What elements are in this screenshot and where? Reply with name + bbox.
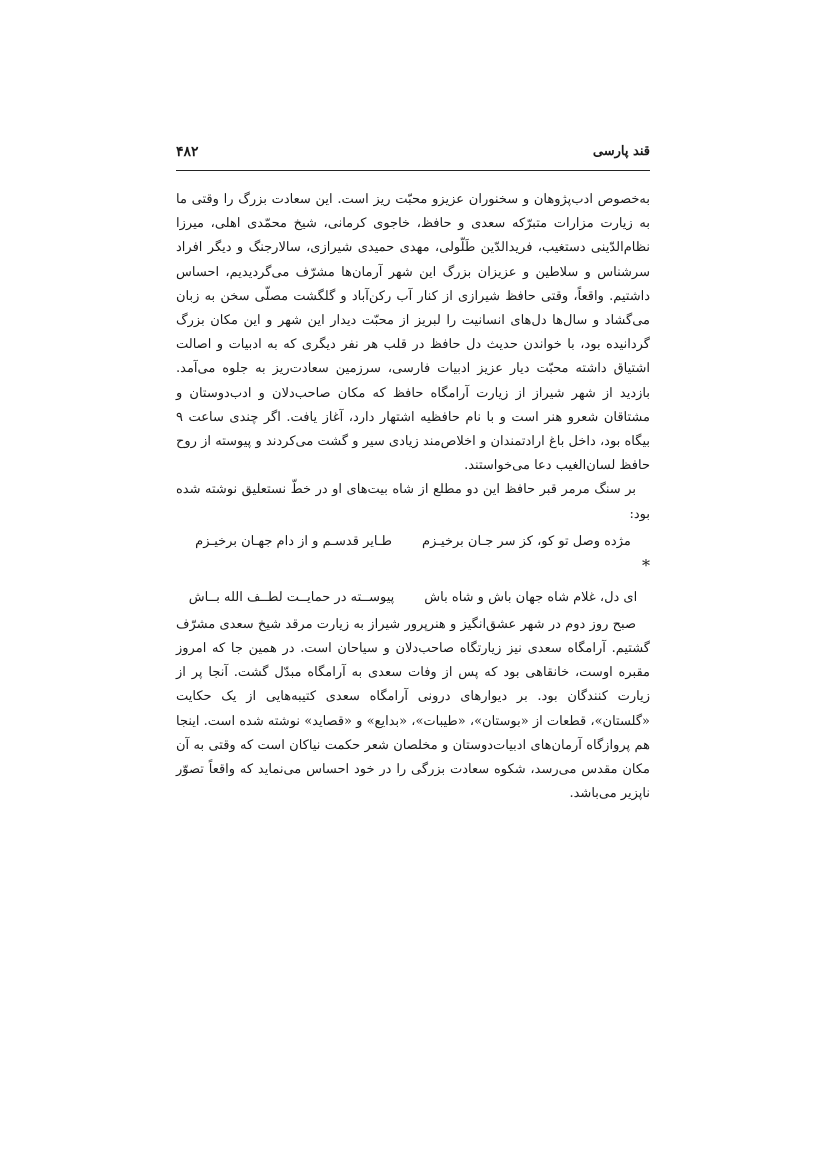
verse-1-first-hemistich: مژده وصل تو کو، کز سر جـان برخیـزم	[422, 533, 631, 549]
page-body	[176, 188, 650, 806]
page-number: ۴۸۲	[176, 144, 199, 160]
verse-separator: *	[642, 555, 650, 575]
paragraph-2: بر سنگ مرمر قبر حافظ این دو مطلع از شاه بیت‌های او در خطّ نستعلیق نوشته شده بود:	[176, 482, 650, 522]
verse-1-second-hemistich: طـایر قدسـم و از دام جهـان برخیـزم	[195, 533, 393, 549]
verse-2-second-hemistich: پیوســته در حمایــت لطــف الله بــاش	[188, 589, 395, 605]
running-title: قند پارسی	[592, 144, 650, 159]
page-header	[176, 140, 650, 171]
verse-2-first-hemistich: ای دل، غلام شاه جهان باش و شاه باش	[424, 589, 638, 605]
verse-couplet-1	[176, 529, 650, 555]
verse-couplet-2	[176, 585, 650, 611]
paragraph-1: به‌خصوص ادب‌پژوهان و سخنوران عزیزو محبّت ریز است. این سعادت بزرگ را وقتی ما به زیارت مزارات متبرّکه سعدی و حافظ، خاجوی کرمانی، شیخ محمّدی اهلی، میرزا نظام‌الدّینی دستغیب، فریدالدّین طَلّولی، مهدی حمیدی شیرازی، سالارجنگ و دیگر افراد سرشناس و سلاطین و عزیزان بزرگ این شهر آرمان‌ها مشرّف می‌گردیدیم، احساس داشتیم. واقعاً، وقتی حافظ شیرازی از کنار آب رکن‌آباد و گلگشت مصلّی سخن به زبان می‌گشاد و سال‌ها دل‌های انسانیت را لبریز از محبّت دیدار این شهر و این مکان بزرگ گردانیده بود، با خواندن حدیث دل حافظ در قلب هر نفر دیگری که به ادبیات و اصالت اشتیاق داشته محبّت دیار عزیز ادبیات فارسی، سرزمین سعادت‌ریز به جلوه می‌آمد. بازدید از شهر شیراز از زیارت آرامگاه حافظ که مکان صاحب‌دلان و ادب‌دوستان و مشتاقان شعرو هنر است و با نام حافظیه اشتهار دارد، آغاز یافت. اگر چندی ساعت ۹ بیگاه بود، داخل باغ ارادتمندان و اخلاص‌مند زیادی سیر و گشت می‌کردند و پیوسته از روح حافظ لسان‌الغیب دعا می‌خواستند.	[176, 192, 650, 474]
paragraph-3: صبح روز دوم در شهر عشق‌انگیز و هنرپرور شیراز به زیارت مرقد شیخ سعدی مشرّف گشتیم. آرامگاه سعدی نیز زیارتگاه صاحب‌دلان و سیاحان است. در همین جا که امروز مقبره اوست، خانقاهی بود که پس از وفات سعدی به آرامگاه مبدّل گشت. آنجا پر از زیارت کنندگان بود. بر دیوارهای درونی آرامگاه سعدی کتیبه‌هایی از یک حکایت «گلستان»، قطعات از «بوستان»، «طیبات»، «بدایع» و «قصاید» نوشته شده است. اینجا هم پروازگاه آرمان‌های ادبیات‌دوستان و مخلصان شعر حکمت نیاکان است که وقتی به آن مکان مقدس می‌رسد، شکوه سعادت بزرگی را در خود احساس می‌نماید که واقعاً تصوّر ناپزیر می‌باشد.	[176, 616, 650, 802]
